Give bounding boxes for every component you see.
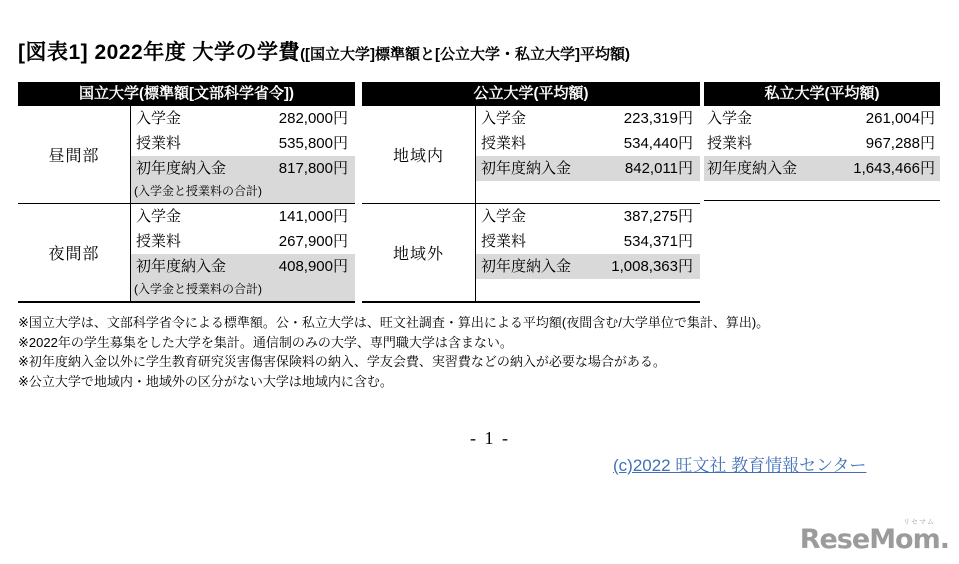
group-inside-region	[362, 106, 700, 203]
fee-row-total	[476, 156, 700, 181]
fee-row	[704, 131, 940, 156]
fee-note: (入学金と授業料の合計)	[131, 279, 355, 301]
fee-item-label: 授業料	[136, 135, 182, 152]
fee-item-label: 入学金	[481, 110, 527, 127]
fee-value: 1,008,363円	[611, 258, 693, 275]
table-national-header: 国立大学(標準額[文部科学省令])	[18, 82, 355, 106]
footnote: ※国立大学は、文部科学省令による標準額。公・私立大学は、旺文社調査・算出による平均額(夜間含む/大学単位で集計、算出)。	[18, 315, 770, 330]
fee-note: (入学金と授業料の合計)	[131, 181, 355, 203]
fee-item-label: 初年度納入金	[136, 258, 227, 275]
fee-value: 1,643,466円	[853, 160, 935, 177]
row-label-inside-region: 地域内	[392, 148, 444, 165]
group-evening-detail	[130, 204, 355, 301]
fee-item-label: 授業料	[136, 233, 182, 250]
group-inside-region-detail	[475, 106, 700, 203]
fee-item-label: 授業料	[481, 135, 527, 152]
fee-row	[131, 204, 355, 229]
footnote: ※公立大学で地域内・地域外の区分がない大学は地域内に含む。	[18, 373, 393, 389]
group-evening	[18, 203, 355, 301]
fee-value: 967,288円	[865, 135, 935, 152]
fee-row	[131, 229, 355, 254]
table-national	[18, 82, 355, 303]
fee-value: 267,900円	[278, 233, 348, 250]
fee-value: 223,319円	[623, 110, 693, 127]
row-label-outside-region: 地域外	[392, 246, 444, 263]
fee-row	[476, 131, 700, 156]
fee-value: 282,000円	[278, 110, 348, 127]
group-daytime	[18, 106, 355, 203]
fee-row	[131, 106, 355, 131]
spacer	[476, 181, 700, 203]
fee-value: 535,800円	[278, 135, 348, 152]
fee-item-label: 初年度納入金	[481, 258, 572, 275]
footnotes	[18, 313, 769, 391]
fee-row	[476, 204, 700, 229]
fee-item-label: 初年度納入金	[136, 160, 227, 177]
footnote: ※初年度納入金以外に学生教育研究災害傷害保険料の納入、学友会費、実習費などの納入が必要な場合がある。	[18, 354, 666, 369]
fee-row	[131, 131, 355, 156]
fee-item-label: 入学金	[136, 208, 182, 225]
table-private-body	[704, 106, 940, 201]
fee-row-total	[131, 254, 355, 279]
fee-row	[704, 106, 940, 131]
fee-value: 261,004円	[865, 110, 935, 127]
table-national-body	[18, 106, 355, 303]
group-daytime-detail	[130, 106, 355, 203]
fee-value: 408,900円	[278, 258, 348, 275]
fee-value: 842,011円	[624, 160, 693, 177]
table-private-header: 私立大学(平均額)	[704, 82, 940, 106]
page-number: - 1 -	[470, 428, 510, 448]
fee-row-total	[476, 254, 700, 279]
title-sub: ([国立大学]標準額と[公立大学・私立大学]平均額)	[300, 46, 631, 63]
fee-item-label: 授業料	[707, 135, 753, 152]
table-public-body	[362, 106, 700, 303]
resemom-logo-text: ReseMom.	[799, 524, 949, 555]
fee-item-label: 授業料	[481, 233, 527, 250]
fee-item-label: 初年度納入金	[481, 160, 572, 177]
table-public-header: 公立大学(平均額)	[362, 82, 700, 106]
fee-value: 817,800円	[278, 160, 348, 177]
fee-item-label: 入学金	[707, 110, 753, 127]
copyright-link[interactable]: (c)2022 旺文社 教育情報センター	[613, 456, 867, 475]
fee-row-total	[704, 156, 940, 181]
group-outside-region-detail	[475, 204, 700, 301]
resemom-logo	[800, 519, 949, 554]
row-label-daytime: 昼間部	[48, 148, 100, 165]
row-label-evening: 夜間部	[48, 246, 100, 263]
fee-item-label: 入学金	[481, 208, 527, 225]
fee-value: 387,275円	[623, 208, 693, 225]
fee-row	[476, 229, 700, 254]
resemom-ruby-label: リセマム	[903, 519, 935, 526]
table-public	[362, 82, 700, 303]
fee-value: 534,440円	[623, 135, 693, 152]
group-outside-region	[362, 203, 700, 301]
fee-row-total	[131, 156, 355, 181]
fee-value: 534,371円	[623, 233, 693, 250]
fee-item-label: 初年度納入金	[707, 160, 798, 177]
fee-value: 141,000円	[278, 208, 348, 225]
table-private	[704, 82, 940, 201]
footnote: ※2022年の学生募集をした大学を集計。通信制のみの大学、専門職大学は含まない。	[18, 334, 513, 350]
title-main: [図表1] 2022年度 大学の学費	[18, 41, 301, 64]
page-title	[18, 36, 630, 66]
spacer	[476, 279, 700, 301]
fee-item-label: 入学金	[136, 110, 182, 127]
fee-row	[476, 106, 700, 131]
